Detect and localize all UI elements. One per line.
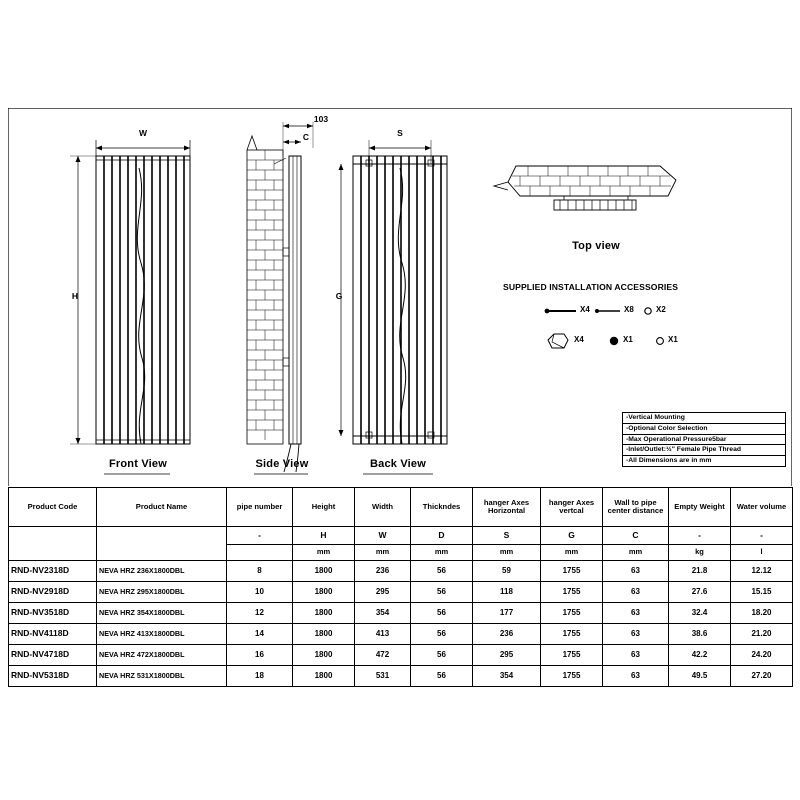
cell-water-volume: 21.20 — [731, 624, 793, 645]
header-product-code: Product Code — [9, 488, 97, 527]
cell-width: 295 — [355, 582, 411, 603]
cell-height: 1800 — [293, 666, 355, 687]
cell-empty-weight: 38.6 — [669, 624, 731, 645]
side-view-graphic — [247, 122, 313, 474]
table-symbol-row — [9, 527, 793, 545]
table-row — [9, 603, 793, 624]
unit-water-volume: l — [731, 545, 793, 561]
cell-empty-weight: 49.5 — [669, 666, 731, 687]
header-product-name: Product Name — [97, 488, 227, 527]
cell-hanger-horizontal: 295 — [473, 645, 541, 666]
cell-wall-distance: 63 — [603, 645, 669, 666]
cell-water-volume: 24.20 — [731, 645, 793, 666]
unit-width: mm — [355, 545, 411, 561]
back-view-graphic — [339, 140, 448, 474]
accessory-washer-qty: X8 — [624, 305, 634, 314]
cell-pipe-number: 14 — [227, 624, 293, 645]
cell-wall-distance: 63 — [603, 582, 669, 603]
cell-product-code: RND-NV4718D — [9, 645, 97, 666]
spec-table — [8, 487, 793, 687]
accessory-screw-qty: X4 — [580, 305, 590, 314]
cell-hanger-vertical: 1755 — [541, 582, 603, 603]
cell-empty-weight: 32.4 — [669, 603, 731, 624]
cell-product-code: RND-NV2318D — [9, 561, 97, 582]
table-row — [9, 645, 793, 666]
accessory-bracket-qty: X4 — [574, 335, 584, 344]
header-height: Height — [293, 488, 355, 527]
accessories-title: SUPPLIED INSTALLATION ACCESSORIES — [503, 282, 679, 292]
side-view-label: Side View — [255, 458, 309, 470]
cell-empty-weight: 27.6 — [669, 582, 731, 603]
cell-wall-distance: 63 — [603, 603, 669, 624]
header-pipe-number: pipe number — [227, 488, 293, 527]
cell-pipe-number: 8 — [227, 561, 293, 582]
cell-wall-distance: 63 — [603, 624, 669, 645]
header-width: Width — [355, 488, 411, 527]
accessory-plug-qty: X1 — [623, 335, 633, 344]
note-item: -Vertical Mounting — [623, 413, 785, 424]
note-item: -Inlet/Outlet:½" Female Pipe Thread — [623, 445, 785, 456]
cell-width: 531 — [355, 666, 411, 687]
table-unit-row — [9, 545, 793, 561]
cap-icon — [657, 338, 664, 345]
cell-hanger-horizontal: 118 — [473, 582, 541, 603]
symbol-thickness: D — [411, 527, 473, 545]
symbol-empty-weight: - — [669, 527, 731, 545]
cell-product-name: NEVA HRZ 236X1800DBL — [97, 561, 227, 582]
cell-hanger-vertical: 1755 — [541, 624, 603, 645]
cell-hanger-horizontal: 177 — [473, 603, 541, 624]
accessories-graphic — [545, 308, 664, 348]
cell-water-volume: 18.20 — [731, 603, 793, 624]
cell-hanger-horizontal: 236 — [473, 624, 541, 645]
cell-height: 1800 — [293, 603, 355, 624]
header-water-volume: Water volume — [731, 488, 793, 527]
plug-icon — [610, 337, 618, 345]
symbol-blank-1 — [9, 527, 97, 545]
unit-height: mm — [293, 545, 355, 561]
table-row — [9, 561, 793, 582]
cell-width: 236 — [355, 561, 411, 582]
table-row — [9, 666, 793, 687]
unit-hanger-horizontal: mm — [473, 545, 541, 561]
cell-width: 413 — [355, 624, 411, 645]
cell-height: 1800 — [293, 582, 355, 603]
top-view-graphic — [494, 166, 676, 210]
symbol-hanger-vertical: G — [541, 527, 603, 545]
cell-thickness: 56 — [411, 666, 473, 687]
cell-product-name: NEVA HRZ 472X1800DBL — [97, 645, 227, 666]
cell-product-name: NEVA HRZ 413X1800DBL — [97, 624, 227, 645]
header-hanger-axes-vertical: hanger Axes vertcal — [541, 488, 603, 527]
note-item: -Max Operational Pressure5bar — [623, 435, 785, 446]
cell-height: 1800 — [293, 624, 355, 645]
side-top-dim-label: 103 — [313, 114, 329, 124]
cell-pipe-number: 16 — [227, 645, 293, 666]
cell-wall-distance: 63 — [603, 666, 669, 687]
header-hanger-axes-horizontal: hanger Axes Horizontal — [473, 488, 541, 527]
table-header-row — [9, 488, 793, 527]
unit-wall-distance: mm — [603, 545, 669, 561]
cell-pipe-number: 18 — [227, 666, 293, 687]
front-width-dim-label: W — [138, 128, 148, 138]
cell-product-code: RND-NV4118D — [9, 624, 97, 645]
cell-hanger-horizontal: 59 — [473, 561, 541, 582]
note-item: -Optional Color Selection — [623, 424, 785, 435]
unit-empty-weight: kg — [669, 545, 731, 561]
unit-pipe-number — [227, 545, 293, 561]
cell-thickness: 56 — [411, 645, 473, 666]
cell-thickness: 56 — [411, 561, 473, 582]
unit-blank-1 — [9, 545, 97, 561]
cell-hanger-horizontal: 354 — [473, 666, 541, 687]
cell-wall-distance: 63 — [603, 561, 669, 582]
top-view-label: Top view — [572, 240, 620, 252]
cell-product-name: NEVA HRZ 354X1800DBL — [97, 603, 227, 624]
back-height-dim-label: G — [335, 291, 343, 301]
cell-thickness: 56 — [411, 624, 473, 645]
table-row — [9, 624, 793, 645]
symbol-width: W — [355, 527, 411, 545]
note-item: -All Dimensions are in mm — [626, 457, 712, 465]
symbol-height: H — [293, 527, 355, 545]
cell-hanger-vertical: 1755 — [541, 603, 603, 624]
symbol-pipe-number: - — [227, 527, 293, 545]
symbol-blank-2 — [97, 527, 227, 545]
back-width-dim-label: S — [397, 128, 403, 138]
ring-icon — [645, 308, 651, 314]
cell-water-volume: 15.15 — [731, 582, 793, 603]
cell-product-code: RND-NV2918D — [9, 582, 97, 603]
cell-product-name: NEVA HRZ 295X1800DBL — [97, 582, 227, 603]
cell-hanger-vertical: 1755 — [541, 561, 603, 582]
cell-width: 354 — [355, 603, 411, 624]
cell-thickness: 56 — [411, 603, 473, 624]
cell-product-name: NEVA HRZ 531X1800DBL — [97, 666, 227, 687]
front-height-dim-label: H — [71, 291, 79, 301]
unit-thickness: mm — [411, 545, 473, 561]
notes-box — [622, 412, 786, 467]
cell-width: 472 — [355, 645, 411, 666]
bracket-icon — [548, 334, 568, 348]
cell-hanger-vertical: 1755 — [541, 645, 603, 666]
washer-icon — [595, 309, 620, 313]
cell-empty-weight: 21.8 — [669, 561, 731, 582]
front-view-label: Front View — [108, 458, 168, 470]
accessory-ring-qty: X2 — [656, 305, 666, 314]
cell-height: 1800 — [293, 561, 355, 582]
header-empty-weight: Empty Weight — [669, 488, 731, 527]
accessory-cap-qty: X1 — [668, 335, 678, 344]
cell-water-volume: 12.12 — [731, 561, 793, 582]
table-row — [9, 582, 793, 603]
side-c-dim-label: C — [302, 132, 310, 142]
cell-product-code: RND-NV3518D — [9, 603, 97, 624]
symbol-water-volume: - — [731, 527, 793, 545]
cell-product-code: RND-NV5318D — [9, 666, 97, 687]
cell-pipe-number: 10 — [227, 582, 293, 603]
unit-hanger-vertical: mm — [541, 545, 603, 561]
cell-empty-weight: 42.2 — [669, 645, 731, 666]
header-thickness: Thickndes — [411, 488, 473, 527]
unit-blank-2 — [97, 545, 227, 561]
symbol-hanger-horizontal: S — [473, 527, 541, 545]
front-view-graphic — [70, 140, 190, 474]
back-view-label: Back View — [369, 458, 427, 470]
cell-thickness: 56 — [411, 582, 473, 603]
cell-water-volume: 27.20 — [731, 666, 793, 687]
cell-height: 1800 — [293, 645, 355, 666]
screw-icon — [545, 309, 576, 314]
cell-pipe-number: 12 — [227, 603, 293, 624]
cell-hanger-vertical: 1755 — [541, 666, 603, 687]
header-wall-to-pipe-center-distance: Wall to pipe center distance — [603, 488, 669, 527]
symbol-wall-distance: C — [603, 527, 669, 545]
